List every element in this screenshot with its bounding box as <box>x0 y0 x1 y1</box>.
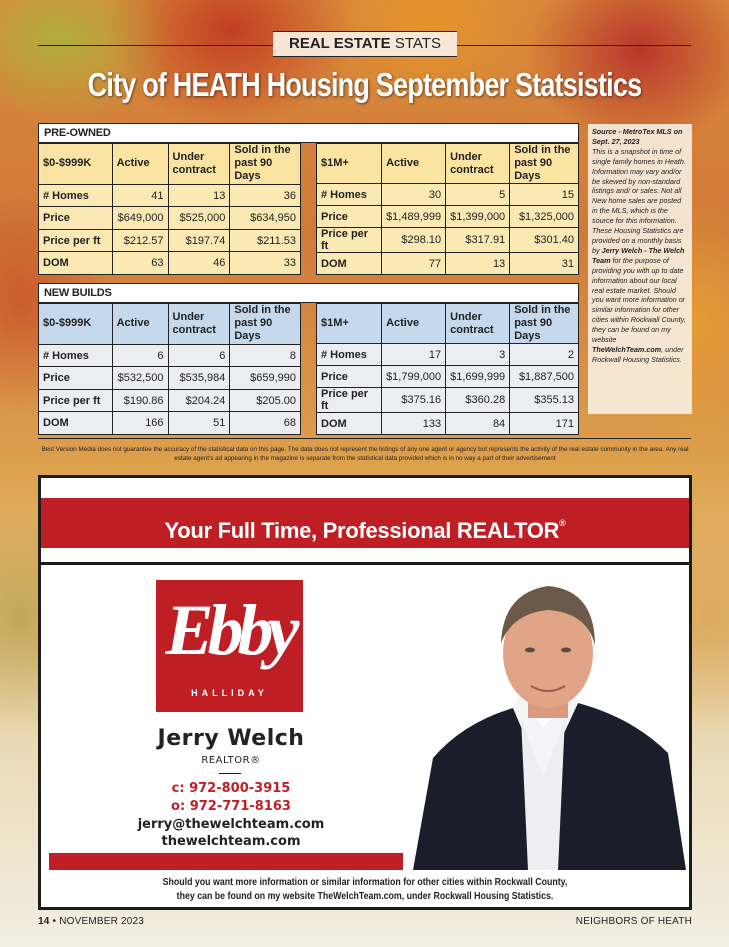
cell-value: 30 <box>382 184 446 206</box>
pre-owned-over-1m-table <box>316 143 579 275</box>
cell-value: 13 <box>446 253 510 275</box>
row-label: Price <box>39 367 113 390</box>
row-label: DOM <box>317 413 382 435</box>
cell-phone[interactable]: c: 972-800-3915 <box>171 781 291 796</box>
bullet: • <box>52 916 57 927</box>
cell-value: 46 <box>168 252 230 275</box>
cell-value: $212.57 <box>112 229 168 252</box>
section-label-pre-owned: PRE-OWNED <box>38 123 579 143</box>
cell-value: $525,000 <box>168 207 230 230</box>
column-header: Sold in the past 90 Days <box>510 144 579 184</box>
page-number: 14 <box>38 916 50 927</box>
column-header: Under contract <box>446 144 510 184</box>
cell-value: $1,799,000 <box>382 366 446 388</box>
row-label: DOM <box>39 252 113 275</box>
table-row <box>39 252 301 275</box>
row-label: DOM <box>39 412 113 435</box>
agent-rule <box>219 773 241 774</box>
table-row <box>317 184 579 206</box>
note-website: TheWelchTeam.com <box>592 344 662 354</box>
ad-footer-line: they can be found on my website TheWelchTeam.com, under Rockwall Housing Statistics. <box>176 891 554 902</box>
table-row <box>317 228 579 253</box>
row-label: Price per ft <box>39 389 113 412</box>
ad-divider <box>41 562 689 565</box>
cell-value: 8 <box>230 344 301 367</box>
divider <box>38 438 691 439</box>
cell-value: 133 <box>382 413 446 435</box>
cell-value: 6 <box>168 344 230 367</box>
cell-value: $298.10 <box>382 228 446 253</box>
table-row <box>317 253 579 275</box>
column-header: Under contract <box>168 304 230 345</box>
table-row <box>39 229 301 252</box>
cell-value: $355.13 <box>510 388 579 413</box>
table-row <box>317 413 579 435</box>
column-header: Active <box>112 304 168 345</box>
row-label: # Homes <box>317 184 382 206</box>
table-row <box>39 344 301 367</box>
cell-value: $649,000 <box>112 207 168 230</box>
agent-name: Jerry Welch <box>157 726 305 751</box>
email-link[interactable]: jerry@thewelchteam.com <box>137 817 325 832</box>
cell-value: 36 <box>230 184 301 207</box>
cell-value: $204.24 <box>168 389 230 412</box>
row-label: # Homes <box>39 344 113 367</box>
cell-value: 68 <box>230 412 301 435</box>
cell-value: 41 <box>112 184 168 207</box>
column-header: Sold in the past 90 Days <box>510 304 579 344</box>
cell-value: $532,500 <box>112 367 168 390</box>
folio-left <box>38 916 144 927</box>
new-builds-under-1m-table <box>38 303 301 435</box>
section-tag <box>273 31 457 57</box>
logo-subtitle: HALLIDAY <box>191 688 268 698</box>
cell-value: $205.00 <box>230 389 301 412</box>
row-label: Price <box>39 207 113 230</box>
cell-value: 31 <box>510 253 579 275</box>
agent-photo <box>403 568 686 870</box>
cell-value: $1,399,000 <box>446 206 510 228</box>
cell-value: 171 <box>510 413 579 435</box>
cell-value: 2 <box>510 344 579 366</box>
column-header: Sold in the past 90 Days <box>230 304 301 345</box>
cell-value: 51 <box>168 412 230 435</box>
cell-value: $535,984 <box>168 367 230 390</box>
row-label: # Homes <box>39 184 113 207</box>
publication-name: NEIGHBORS OF HEATH <box>575 916 692 927</box>
cell-value: $190.86 <box>112 389 168 412</box>
ad-banner-text: Your Full Time, Professional REALTOR <box>164 518 560 543</box>
ebby-halliday-logo <box>156 580 303 712</box>
cell-value: 17 <box>382 344 446 366</box>
cell-value: $634,950 <box>230 207 301 230</box>
ad-banner <box>41 498 689 548</box>
note-text: for the purpose of providing you with up to date information about our local real estate market. Should you want more information or similar information for other cities within Rockwall County, they can be found on my website <box>592 255 686 345</box>
row-label: DOM <box>317 253 382 275</box>
cell-value: 13 <box>168 184 230 207</box>
cell-value: $1,699,999 <box>446 366 510 388</box>
note-text: This is a snapshot in time of single family homes in Heath. Information may vary and/or be skewed by non-standard listings and/ or sales. Not all New home sales are posted in the MLS, which is the source for this information. These Housing Statistics are provided on a monthly basis by <box>592 146 686 255</box>
cell-value: $317.91 <box>446 228 510 253</box>
cell-value: 33 <box>230 252 301 275</box>
table-row <box>39 412 301 435</box>
cell-value: $197.74 <box>168 229 230 252</box>
column-header: $0-$999K <box>39 144 113 185</box>
logo-script: Ebby <box>165 590 294 670</box>
header-rule-left <box>38 45 273 46</box>
cell-value: $360.28 <box>446 388 510 413</box>
cell-value: $375.16 <box>382 388 446 413</box>
cell-value: 77 <box>382 253 446 275</box>
office-phone[interactable]: o: 972-771-8163 <box>171 799 291 814</box>
table-row <box>39 184 301 207</box>
row-label: Price per ft <box>317 388 382 413</box>
column-header: $1M+ <box>317 144 382 184</box>
source-label: Source - MetroTex MLS on Sept. 27, 2023 <box>592 127 683 146</box>
cell-value: $211.53 <box>230 229 301 252</box>
column-header: Active <box>112 144 168 185</box>
note-agent: Jerry Welch - The Welch Team <box>592 245 685 265</box>
cell-value: $1,489,999 <box>382 206 446 228</box>
section-label-new-builds: NEW BUILDS <box>38 283 579 303</box>
table-row <box>317 206 579 228</box>
pre-owned-under-1m-table <box>38 143 301 275</box>
table-header-row <box>39 304 301 345</box>
cell-value: $301.40 <box>510 228 579 253</box>
pre-owned-tables <box>38 143 579 275</box>
column-header: $0-$999K <box>39 304 113 345</box>
new-builds-over-1m-table <box>316 303 579 435</box>
accent-bar <box>49 853 409 870</box>
table-row <box>39 389 301 412</box>
row-label: Price per ft <box>317 228 382 253</box>
source-note <box>588 124 692 414</box>
issue-date: NOVEMBER 2023 <box>59 916 145 927</box>
column-header: Sold in the past 90 Days <box>230 144 301 185</box>
realtor-ad <box>38 475 692 910</box>
ad-footer <box>80 876 650 904</box>
column-header: Active <box>382 144 446 184</box>
cell-value: 84 <box>446 413 510 435</box>
website-link[interactable]: thewelchteam.com <box>161 834 301 849</box>
agent-title: REALTOR® <box>201 755 261 766</box>
table-row <box>39 367 301 390</box>
header-rule-right <box>457 45 691 46</box>
row-label: Price <box>317 366 382 388</box>
table-header-row <box>317 144 579 184</box>
table-row <box>317 344 579 366</box>
note-text: , under Rockwall Housing Statistics. <box>592 344 684 364</box>
cell-value: $659,990 <box>230 367 301 390</box>
cell-value: 6 <box>112 344 168 367</box>
table-row <box>317 366 579 388</box>
agent-portrait-icon <box>403 568 686 870</box>
cell-value: 15 <box>510 184 579 206</box>
page-title: City of HEATH Housing September Statsistics <box>87 66 642 103</box>
column-header: Under contract <box>446 304 510 344</box>
cell-value: 63 <box>112 252 168 275</box>
table-row <box>317 388 579 413</box>
cell-value: $1,325,000 <box>510 206 579 228</box>
table-header-row <box>317 304 579 344</box>
row-label: Price per ft <box>39 229 113 252</box>
table-header-row <box>39 144 301 185</box>
cell-value: 5 <box>446 184 510 206</box>
cell-value: 3 <box>446 344 510 366</box>
ad-footer-line: Should you want more information or similar information for other cities within Rockwall County, <box>162 877 568 888</box>
cell-value: $1,887,500 <box>510 366 579 388</box>
section-tag-light: STATS <box>394 35 441 52</box>
registered-mark: ® <box>559 518 566 528</box>
disclaimer: Best Version Media does not guarantee the accuracy of the statistical data on this page. The data does not represent the listings of any one agent or agency but represents the activity of the real estate community in the area. Any real estate agent's ad appearing in the magazine is separate from the statistical data provided which is in no way a part of their advertisement <box>41 446 689 462</box>
column-header: Under contract <box>168 144 230 185</box>
table-row <box>39 207 301 230</box>
section-tag-bold: REAL ESTATE <box>289 35 391 52</box>
new-builds-tables <box>38 303 579 435</box>
stats-tables <box>38 123 579 435</box>
row-label: # Homes <box>317 344 382 366</box>
cell-value: 166 <box>112 412 168 435</box>
row-label: Price <box>317 206 382 228</box>
column-header: $1M+ <box>317 304 382 344</box>
column-header: Active <box>382 304 446 344</box>
